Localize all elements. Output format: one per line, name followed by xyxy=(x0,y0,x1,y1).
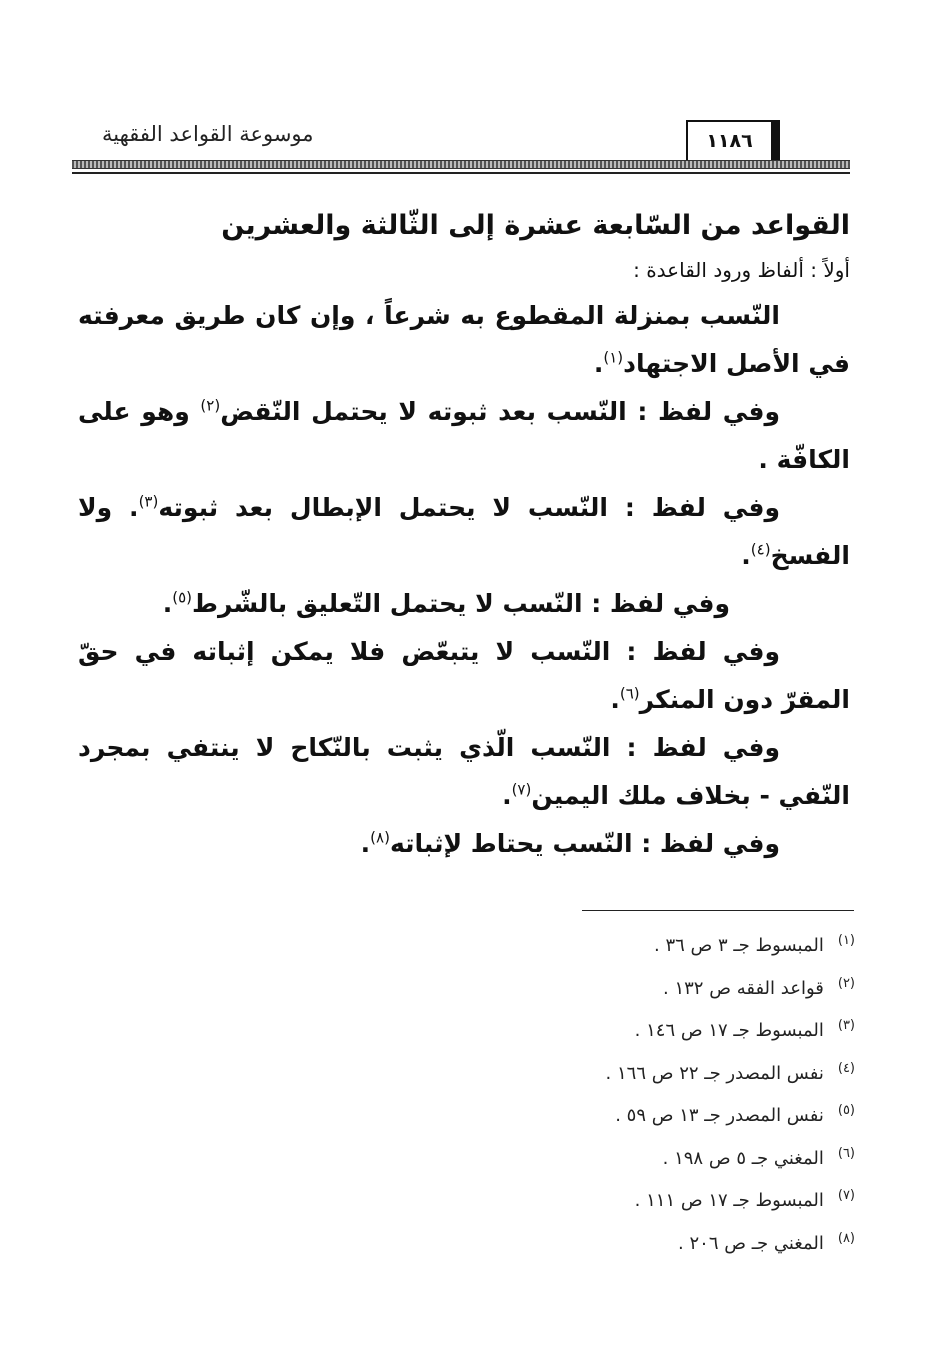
footnote-ref: (٤) xyxy=(750,540,771,559)
paragraph xyxy=(78,580,850,628)
footnote-text: نفس المصدر جـ ٢٢ ص ١٦٦ . xyxy=(605,1062,824,1084)
footnote-separator xyxy=(582,910,854,911)
footnote-text: قواعد الفقه ص ١٣٢ . xyxy=(663,977,824,999)
footnote xyxy=(435,1220,855,1263)
footnote-ref: (٧) xyxy=(511,780,532,799)
footnote-text: المغني جـ ص ٢٠٦ . xyxy=(678,1232,824,1254)
footnote-ref: (٦) xyxy=(619,684,640,703)
footnote-text: نفس المصدر جـ ١٣ ص ٥٩ . xyxy=(615,1105,824,1126)
paragraph xyxy=(78,292,850,388)
footnote-mark: (٨) xyxy=(837,1230,855,1246)
paragraph-text: وفي لفظ : النّسب الّذي يثبت بالنّكاح لا ينتفي بمجرد النّفي - بخلاف ملك اليمين xyxy=(78,733,850,810)
paragraph xyxy=(78,484,850,580)
footnote-mark: (٥) xyxy=(837,1103,855,1118)
footnote xyxy=(435,1050,855,1093)
paragraph xyxy=(78,820,850,868)
footnote-mark: (٧) xyxy=(837,1188,855,1203)
paragraph-text: وفي لفظ : النّسب لا يحتمل الإبطال بعد ثبوته xyxy=(158,493,781,522)
footnote-text: المغني جـ ٥ ص ١٩٨ . xyxy=(662,1147,824,1169)
footnote-ref: (٨) xyxy=(370,828,390,847)
paragraph-text: النّسب بمنزلة المقطوع به شرعاً ، وإن كان طريق معرفته في الأصل الاجتهاد xyxy=(78,301,850,378)
footnote-text: المبسوط جـ ٣ ص ٣٦ . xyxy=(654,935,824,956)
paragraph xyxy=(78,724,850,820)
paragraph-end: . xyxy=(593,349,604,378)
paragraph-text: وفي لفظ : النّسب لا يتبعّض فلا يمكن إثباته في حقّ المقرّ دون المنكر xyxy=(78,637,850,714)
footnote xyxy=(435,1177,855,1220)
paragraph xyxy=(78,388,850,484)
footnote xyxy=(435,1007,855,1050)
section-title: القواعد من السّابعة عشرة إلى الثّالثة والعشرين xyxy=(221,210,850,241)
paragraph-end: . xyxy=(741,541,751,570)
running-title: موسوعة القواعد الفقهية xyxy=(102,122,314,146)
paragraph-text: وفي لفظ : النّسب بعد ثبوته لا يحتمل النّقض xyxy=(220,397,780,426)
subheading: أولاً : ألفاظ ورود القاعدة : xyxy=(633,258,850,282)
paragraph-text: وفي لفظ : النّسب لا يحتمل التّعليق بالشّرط xyxy=(192,589,730,618)
footnote-mark: (٣) xyxy=(837,1018,855,1033)
footnote-ref: (٢) xyxy=(200,396,221,415)
header-rule xyxy=(72,172,850,174)
paragraph-end: . xyxy=(610,685,620,714)
footnote xyxy=(435,965,855,1008)
page-number: ١١٨٦ xyxy=(686,120,780,162)
footnote xyxy=(435,1135,855,1178)
footnote xyxy=(435,1092,855,1135)
page-header xyxy=(72,112,850,180)
footnote-text: المبسوط جـ ١٧ ص ١١١ . xyxy=(634,1190,824,1211)
paragraph-text: . ولا الفسخ xyxy=(78,493,850,570)
main-text xyxy=(78,200,850,868)
paragraph xyxy=(78,628,850,724)
paragraph-text: وفي لفظ : النّسب يحتاط لإثباته xyxy=(389,829,780,858)
header-rule-hatched xyxy=(72,160,850,169)
footnote xyxy=(435,922,855,965)
footnote-mark: (٢) xyxy=(837,975,855,991)
footnote-mark: (٦) xyxy=(837,1145,855,1161)
footnote-mark: (٤) xyxy=(837,1060,855,1076)
footnote-mark: (١) xyxy=(837,933,855,948)
footnote-ref: (٣) xyxy=(138,492,159,511)
footnote-ref: (٥) xyxy=(172,588,193,607)
paragraph-end: . xyxy=(162,589,173,618)
footnotes xyxy=(435,922,855,1262)
footnote-ref: (١) xyxy=(603,348,624,367)
footnote-text: المبسوط جـ ١٧ ص ١٤٦ . xyxy=(634,1020,824,1041)
paragraph-text: وهو على الكافّة . xyxy=(78,397,850,474)
paragraph-end: . xyxy=(502,781,512,810)
paragraph-end: . xyxy=(360,829,371,858)
